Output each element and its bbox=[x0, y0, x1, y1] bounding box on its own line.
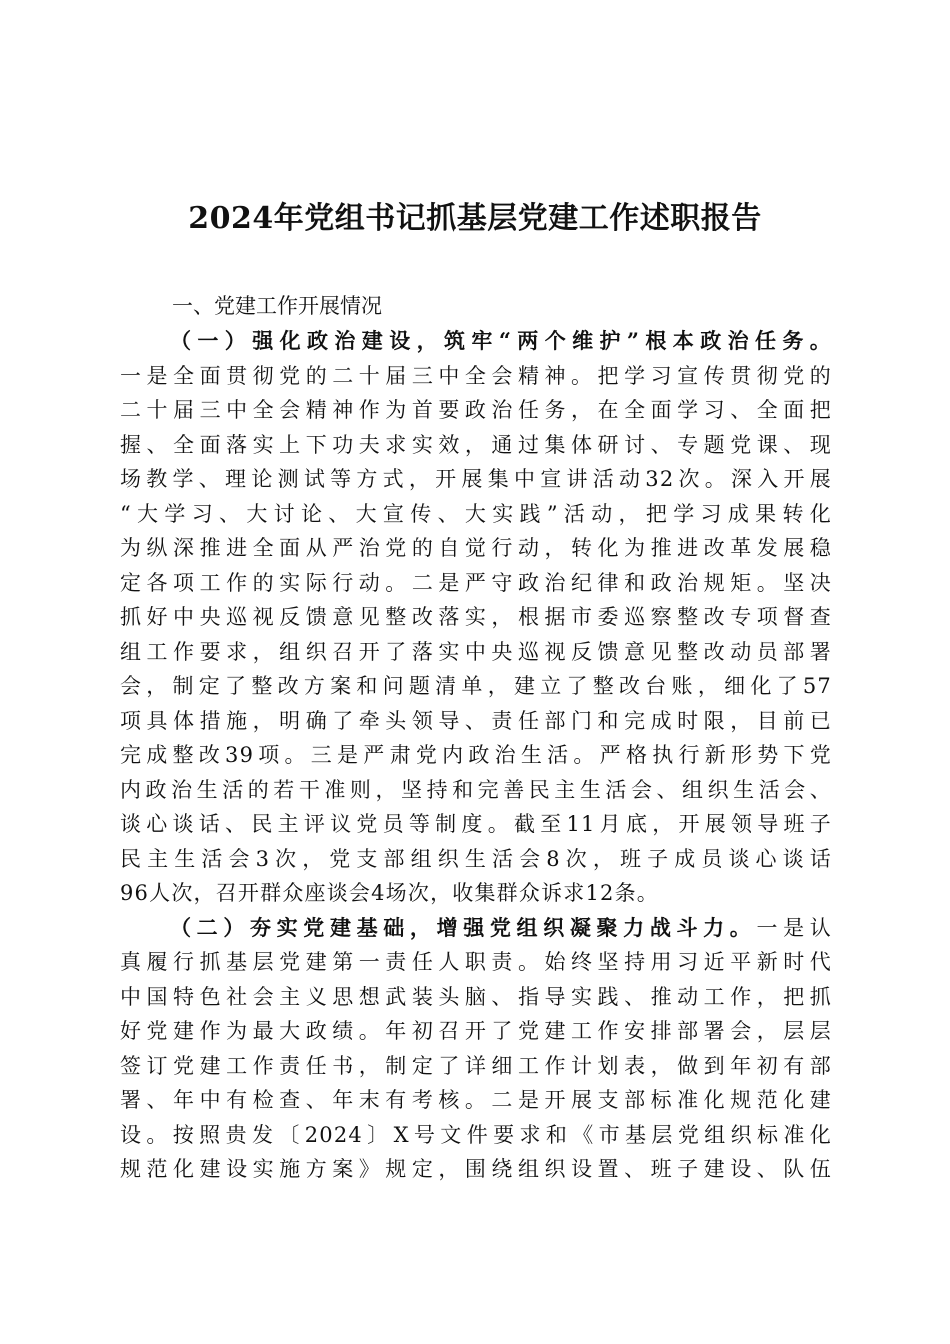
subheading: （一）强化政治建设，筑牢“两个维护”根本政治任务。 bbox=[170, 328, 832, 353]
paragraph-line: 中国特色社会主义思想武装头脑、指导实践、推动工作，把抓 bbox=[120, 984, 832, 1009]
paragraph-line: 二十届三中全会精神作为首要政治任务，在全面学习、全面把 bbox=[120, 398, 832, 422]
paragraph-line: 完成整改39项。三是严肃党内政治生活。严格执行新形势下党 bbox=[120, 743, 832, 767]
paragraph-line: 民主生活会3次，党支部组织生活会8次，班子成员谈心谈话 bbox=[120, 846, 832, 871]
paragraph-line: 内政治生活的若干准则，坚持和完善民主生活会、组织生活会、 bbox=[120, 777, 832, 802]
paragraph-line: 一是全面贯彻党的二十届三中全会精神。把学习宣传贯彻党的 bbox=[120, 363, 832, 388]
body-text bbox=[120, 324, 832, 1187]
paragraph-line: 会，制定了整改方案和问题清单，建立了整改台账，细化了57 bbox=[120, 674, 832, 698]
paragraph-line: 96人次，召开群众座谈会4场次，收集群众诉求12条。 bbox=[120, 881, 660, 905]
paragraph-line: “大学习、大讨论、大宣传、大实践”活动，把学习成果转化 bbox=[120, 501, 832, 526]
paragraph-line: 签订党建工作责任书，制定了详细工作计划表，做到年初有部 bbox=[120, 1053, 832, 1078]
paragraph-line: 好党建作为最大政绩。年初召开了党建工作安排部署会，层层 bbox=[120, 1019, 832, 1043]
paragraph-line bbox=[120, 324, 832, 359]
paragraph-line: 组工作要求，组织召开了落实中央巡视反馈意见整改动员部署 bbox=[120, 639, 832, 664]
paragraph-line: 项具体措施，明确了牵头领导、责任部门和完成时限，目前已 bbox=[120, 708, 832, 733]
paragraph-line: 抓好中央巡视反馈意见整改落实，根据市委巡察整改专项督查 bbox=[120, 605, 832, 629]
subheading: （二）夯实党建基础，增强党组织凝聚力战斗力。 bbox=[170, 914, 757, 940]
paragraph-line: 规范化建设实施方案》规定，围绕组织设置、班子建设、队伍 bbox=[120, 1157, 832, 1181]
paragraph-line-text: 一是认 bbox=[756, 915, 832, 940]
paragraph-line: 署、年中有检查、年末有考核。二是开展支部标准化规范化建 bbox=[120, 1088, 832, 1112]
paragraph-line: 握、全面落实上下功夫求实效，通过集体研讨、专题党课、现 bbox=[120, 432, 832, 457]
paragraph-line: 为纵深推进全面从严治党的自觉行动，转化为推进改革发展稳 bbox=[120, 536, 832, 560]
paragraph-line: 设。按照贵发〔2024〕X号文件要求和《市基层党组织标准化 bbox=[120, 1122, 832, 1147]
paragraph-line: 场教学、理论测试等方式，开展集中宣讲活动32次。深入开展 bbox=[120, 467, 832, 491]
paragraph-line: 谈心谈话、民主评议党员等制度。截至11月底，开展领导班子 bbox=[120, 812, 832, 836]
paragraph-line: 真履行抓基层党建第一责任人职责。始终坚持用习近平新时代 bbox=[120, 950, 832, 974]
paragraph-line bbox=[120, 911, 832, 946]
document-title: 2024年党组书记抓基层党建工作述职报告 bbox=[188, 201, 762, 236]
section-heading: 一、党建工作开展情况 bbox=[172, 294, 382, 318]
paragraph-line: 定各项工作的实际行动。二是严守政治纪律和政治规矩。坚决 bbox=[120, 570, 832, 595]
